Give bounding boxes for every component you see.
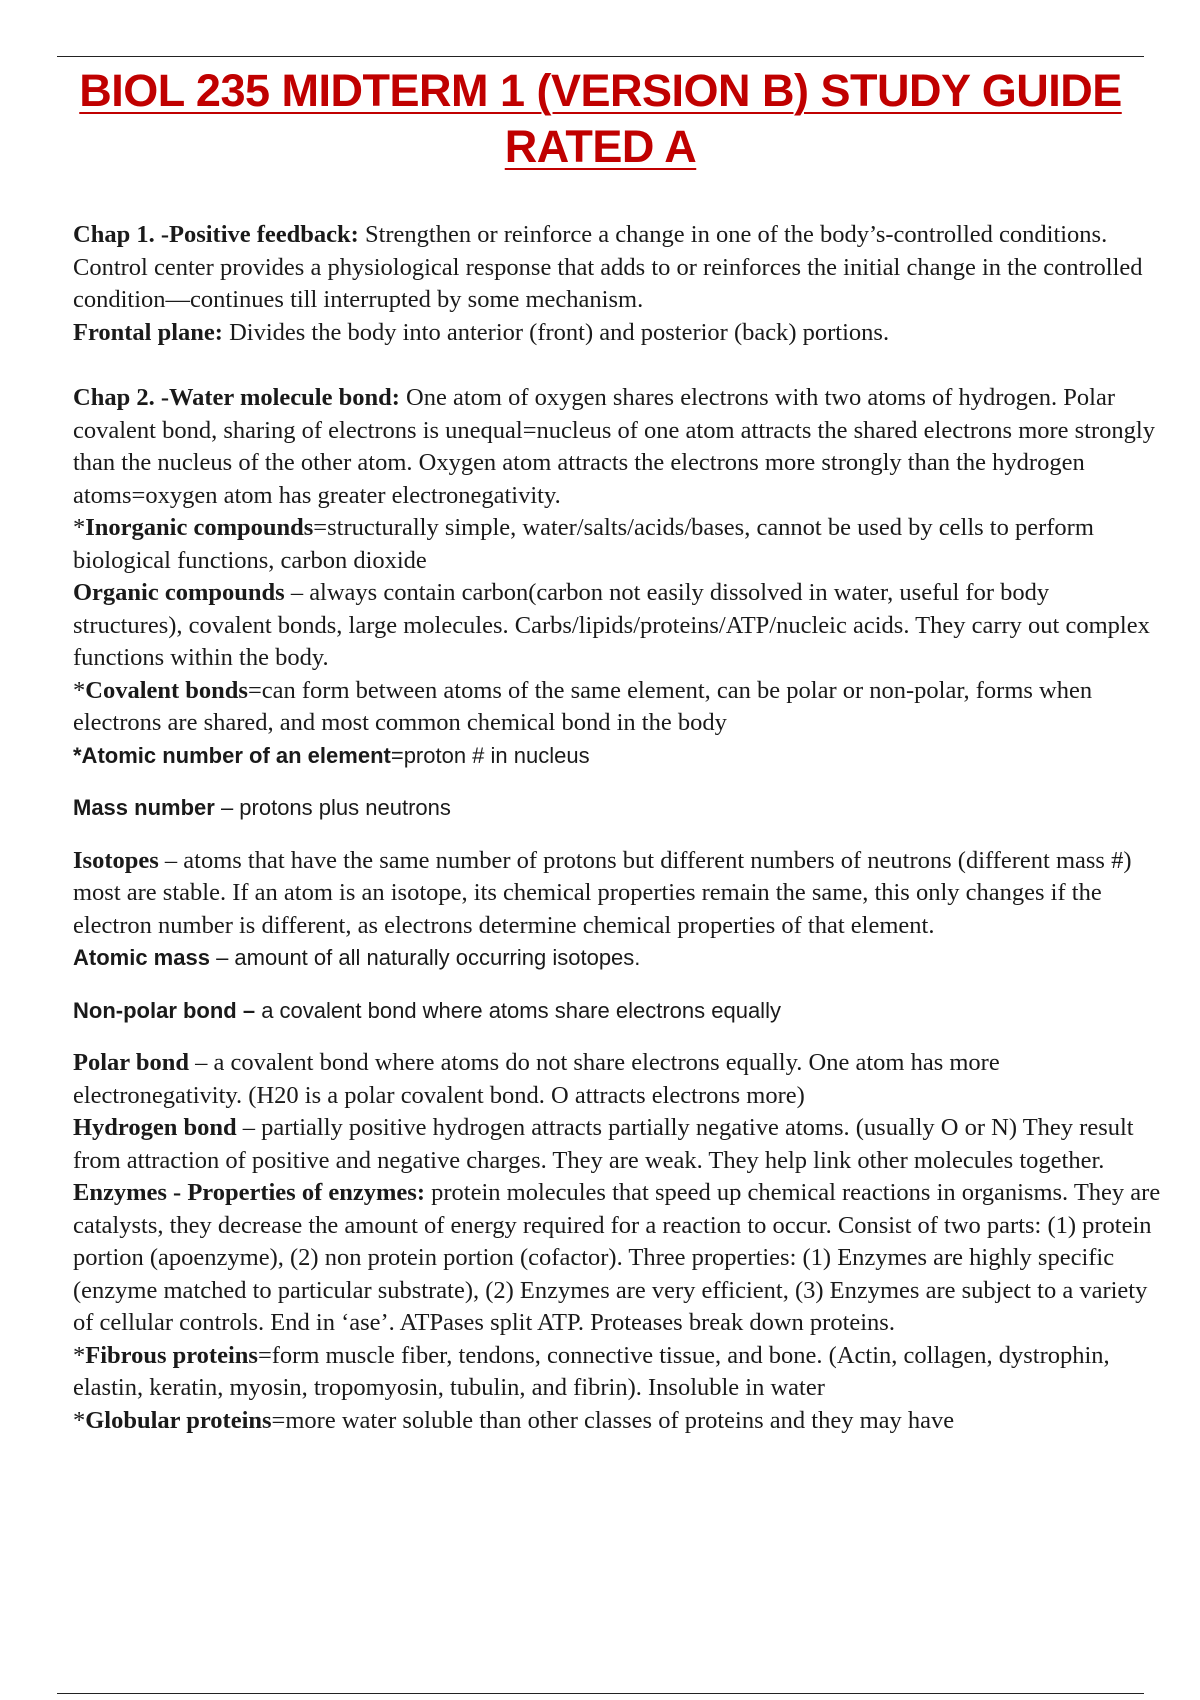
bullet-asterisk: * (73, 1406, 86, 1434)
definition-water-molecule-bond: One atom of oxygen shares electrons with two atoms of hydrogen. Polar covalent bond, sharing of electrons is unequal=nucleus of one atom attracts the shared electrons more strongly than the nucleus of the other atom. Oxygen atom attracts the electrons more strongly than the hydrogen atoms=oxygen atom has greater electronegativity. (73, 384, 1155, 509)
document-body (73, 219, 1163, 1437)
term-covalent-bonds: Covalent bonds (85, 676, 248, 704)
definition-non-polar-bond: a covalent bond where atoms share electrons equally (255, 997, 781, 1023)
paragraph-organic-compounds (73, 577, 1163, 675)
term-atomic-number: *Atomic number of an element (73, 742, 391, 768)
paragraph-inorganic-compounds (73, 512, 1163, 577)
spacer (73, 1027, 1163, 1047)
document-title (57, 66, 1144, 172)
paragraph-fibrous-proteins (73, 1340, 1163, 1405)
term-isotopes: Isotopes (73, 846, 159, 874)
definition-frontal-plane: Divides the body into anterior (front) and posterior (back) portions. (222, 318, 890, 346)
bottom-rule (57, 1693, 1144, 1694)
definition-covalent-bonds: =can form between atoms of the same element, can be polar or non-polar, forms when electrons are shared, and most common chemical bond in the body (73, 676, 1093, 736)
definition-polar-bond: – a covalent bond where atoms do not share electrons equally. One atom has more electronegativity. (H20 is a polar covalent bond. O attracts electrons more) (73, 1049, 1000, 1109)
bullet-asterisk: * (73, 1341, 86, 1369)
term-non-polar-bond: Non-polar bond – (73, 997, 256, 1023)
paragraph-atomic-number (73, 740, 1163, 773)
definition-organic-compounds: – always contain carbon(carbon not easily dissolved in water, useful for body structures), covalent bonds, large molecules. Carbs/lipids/proteins/ATP/nucleic acids. They carry out complex functions within the body. (73, 579, 1150, 671)
paragraph-enzymes (73, 1177, 1163, 1340)
paragraph-isotopes (73, 845, 1163, 943)
definition-globular-proteins: =more water soluble than other classes of proteins and they may have (271, 1406, 955, 1434)
spacer (73, 772, 1163, 792)
term-globular-proteins: Globular proteins (85, 1406, 272, 1434)
paragraph-atomic-mass (73, 942, 1163, 975)
term-frontal-plane: Frontal plane: (73, 318, 223, 346)
term-inorganic-compounds: Inorganic compounds (85, 514, 314, 541)
term-hydrogen-bond: Hydrogen bond (73, 1114, 237, 1141)
top-rule (57, 56, 1144, 57)
spacer (73, 825, 1163, 845)
term-water-molecule-bond: Chap 2. -Water molecule bond: (73, 384, 400, 411)
title-line-2: RATED A (504, 121, 697, 172)
paragraph-covalent-bonds (73, 675, 1163, 740)
spacer (73, 975, 1163, 995)
definition-fibrous-proteins: =form muscle fiber, tendons, connective tissue, and bone. (Actin, collagen, dystrophin, elastin, keratin, myosin, tropomyosin, tubulin, and fibrin). Insoluble in water (73, 1341, 1110, 1401)
definition-isotopes: – atoms that have the same number of protons but different numbers of neutrons (different mass #) most are stable. If an atom is an isotope, its chemical properties remain the same, this only changes if the electron number is different, as electrons determine chemical properties of that element. (73, 846, 1132, 939)
term-atomic-mass: Atomic mass (73, 945, 210, 970)
term-positive-feedback: Chap 1. -Positive feedback: (73, 221, 359, 248)
term-mass-number: Mass number (73, 795, 215, 820)
definition-positive-feedback: Strengthen or reinforce a change in one of the body’s-controlled conditions. Control center provides a physiological response that adds to or reinforces the initial change in the controlled condition—continues till interrupted by some mechanism. (73, 221, 1143, 313)
term-organic-compounds: Organic compounds (73, 579, 285, 606)
paragraph-hydrogen-bond (73, 1112, 1163, 1177)
bullet-asterisk: * (73, 676, 86, 704)
paragraph-positive-feedback (73, 219, 1163, 317)
title-line-1: BIOL 235 MIDTERM 1 (VERSION B) STUDY GUIDE (79, 65, 1122, 116)
paragraph-mass-number (73, 792, 1163, 825)
paragraph-non-polar-bond (73, 995, 1163, 1028)
term-fibrous-proteins: Fibrous proteins (85, 1341, 258, 1369)
bullet-asterisk: * (73, 514, 86, 541)
term-enzymes: Enzymes - Properties of enzymes: (73, 1179, 425, 1206)
term-polar-bond: Polar bond (73, 1049, 189, 1076)
definition-hydrogen-bond: – partially positive hydrogen attracts partially negative atoms. (usually O or N) They result from attraction of positive and negative charges. They are weak. They help link other molecules together. (73, 1114, 1134, 1174)
definition-mass-number: – protons plus neutrons (214, 795, 451, 820)
definition-atomic-mass: – amount of all naturally occurring isotopes. (209, 945, 641, 970)
definition-inorganic-compounds: =structurally simple, water/salts/acids/bases, cannot be used by cells to perform biological functions, carbon dioxide (73, 514, 1094, 574)
definition-enzymes: protein molecules that speed up chemical reactions in organisms. They are catalysts, they decrease the amount of energy required for a reaction to occur. Consist of two parts: (1) protein portion (apoenzyme), (2) non protein portion (cofactor). Three properties: (1) Enzymes are highly specific (enzyme matched to particular substrate), (2) Enzymes are very efficient, (3) Enzymes are subject to a variety of cellular controls. End in ‘ase’. ATPases split ATP. Proteases break down proteins. (73, 1179, 1161, 1336)
paragraph-frontal-plane (73, 317, 1163, 350)
paragraph-polar-bond (73, 1047, 1163, 1112)
definition-atomic-number: =proton # in nucleus (390, 742, 590, 768)
paragraph-water-molecule-bond (73, 382, 1163, 512)
spacer (73, 349, 1163, 382)
paragraph-globular-proteins (73, 1405, 1163, 1438)
